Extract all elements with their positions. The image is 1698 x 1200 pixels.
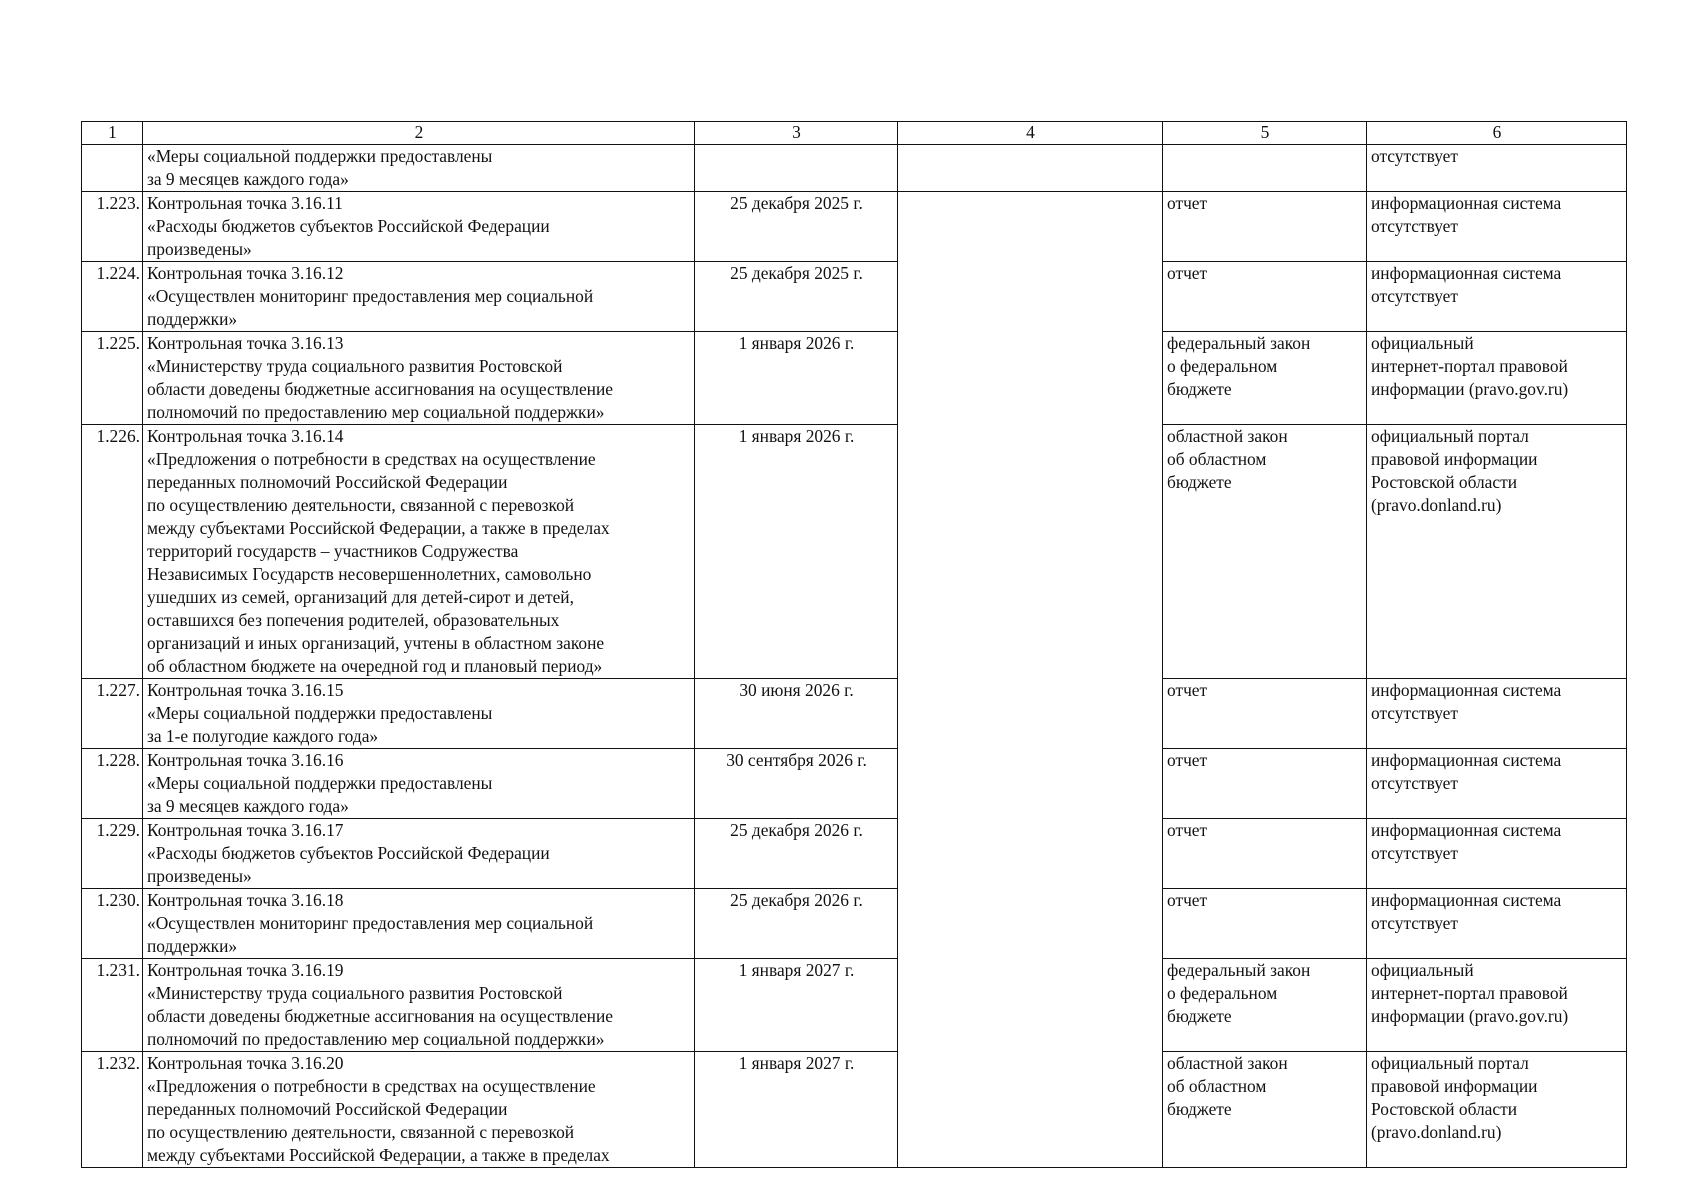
column-header-6: 6 <box>1367 122 1627 145</box>
row-information-source-line: правовой информации <box>1371 1076 1538 1096</box>
row-information-source-line: информации (pravo.gov.ru) <box>1371 1006 1569 1026</box>
row-document-type-line: бюджете <box>1167 1099 1232 1119</box>
row-document-type <box>1163 889 1367 959</box>
row-information-source-line: отсутствует <box>1371 913 1458 933</box>
row-date: 25 декабря 2026 г. <box>695 819 898 889</box>
row-document-type-line: областной закон <box>1167 1053 1288 1073</box>
row-information-source-line: правовой информации <box>1371 449 1538 469</box>
row-description-line: оставшихся без попечения родителей, образовательных <box>147 610 560 630</box>
row-description-line: за 9 месяцев каждого года» <box>147 796 349 816</box>
row-information-source-line: информационная система <box>1371 680 1562 700</box>
row-date: 1 января 2026 г. <box>695 332 898 425</box>
row-description-line: области доведены бюджетные ассигнования на осуществление <box>147 379 614 399</box>
row-description-line: поддержки» <box>147 936 238 956</box>
table-row <box>82 332 1627 425</box>
header-row <box>82 122 1627 145</box>
row-date: 25 декабря 2026 г. <box>695 889 898 959</box>
row-number: 1.225. <box>82 332 143 425</box>
row-document-type-line: о федеральном <box>1167 983 1278 1003</box>
row-information-source-line: официальный <box>1371 333 1474 353</box>
row-description <box>143 425 695 679</box>
row-document-type-line: о федеральном <box>1167 356 1278 376</box>
row-description-line: «Меры социальной поддержки предоставлены <box>147 773 493 793</box>
row-information-source-line: отсутствует <box>1371 703 1458 723</box>
row-document-type-line: отчет <box>1167 820 1208 840</box>
row-number: 1.223. <box>82 192 143 262</box>
table-row <box>82 749 1627 819</box>
row-description-line: «Министерству труда социального развития Ростовской <box>147 356 563 376</box>
row-description-line: полномочий по предоставлению мер социальной поддержки» <box>147 1029 605 1049</box>
row-document-type-line: отчет <box>1167 750 1208 770</box>
row-information-source <box>1367 262 1627 332</box>
row-description <box>143 749 695 819</box>
row-description-line: между субъектами Российской Федерации, а также в пределах <box>147 1145 610 1165</box>
row-document-type <box>1163 819 1367 889</box>
column-header-4: 4 <box>898 122 1163 145</box>
row-information-source-line: официальный портал <box>1371 426 1529 446</box>
row-date: 30 июня 2026 г. <box>695 679 898 749</box>
table-row <box>82 262 1627 332</box>
row-number: 1.229. <box>82 819 143 889</box>
row-description-line: «Министерству труда социального развития Ростовской <box>147 983 563 1003</box>
row-number: 1.232. <box>82 1052 143 1168</box>
row-description-line: переданных полномочий Российской Федерации <box>147 472 508 492</box>
row-date: 1 января 2027 г. <box>695 959 898 1052</box>
row-information-source <box>1367 679 1627 749</box>
row-description <box>143 819 695 889</box>
row-description-line: переданных полномочий Российской Федерации <box>147 1099 508 1119</box>
row-description-line: территорий государств – участников Содружества <box>147 541 519 561</box>
row-description-line: «Предложения о потребности в средствах на осуществление <box>147 1076 596 1096</box>
row-number: 1.226. <box>82 425 143 679</box>
row-responsible-empty <box>898 145 1163 192</box>
row-description-line: Контрольная точка 3.16.18 <box>147 890 344 910</box>
row-description-line: за 1-е полугодие каждого года» <box>147 726 379 746</box>
row-description-line: Контрольная точка 3.16.13 <box>147 333 344 353</box>
row-document-type-line: об областном <box>1167 449 1267 469</box>
row-document-type-line: отчет <box>1167 193 1208 213</box>
row-description-line: произведены» <box>147 866 252 886</box>
row-information-source <box>1367 145 1627 192</box>
row-document-type-line: бюджете <box>1167 379 1232 399</box>
row-document-type-line: федеральный закон <box>1167 960 1311 980</box>
row-description-line: об областном бюджете на очередной год и плановый период» <box>147 656 603 676</box>
table-row <box>82 425 1627 679</box>
row-document-type-line: федеральный закон <box>1167 333 1311 353</box>
table-row <box>82 819 1627 889</box>
row-date: 30 сентября 2026 г. <box>695 749 898 819</box>
row-information-source <box>1367 332 1627 425</box>
table-row <box>82 1052 1627 1168</box>
row-information-source <box>1367 749 1627 819</box>
table-row <box>82 145 1627 192</box>
table-row <box>82 959 1627 1052</box>
row-information-source-line: отсутствует <box>1371 773 1458 793</box>
row-document-type <box>1163 192 1367 262</box>
row-date: 25 декабря 2025 г. <box>695 262 898 332</box>
table-header <box>82 122 1627 145</box>
row-description-line: за 9 месяцев каждого года» <box>147 169 349 189</box>
row-information-source-line: информационная система <box>1371 193 1562 213</box>
row-information-source-line: официальный портал <box>1371 1053 1529 1073</box>
row-information-source <box>1367 192 1627 262</box>
row-description-line: Контрольная точка 3.16.17 <box>147 820 344 840</box>
row-description-line: ушедших из семей, организаций для детей-сирот и детей, <box>147 587 574 607</box>
row-description <box>143 145 695 192</box>
row-information-source-line: Ростовской области <box>1371 472 1518 492</box>
row-information-source-line: Ростовской области <box>1371 1099 1518 1119</box>
row-information-source-line: информационная система <box>1371 263 1562 283</box>
row-description-line: Контрольная точка 3.16.14 <box>147 426 344 446</box>
row-information-source-line: интернет-портал правовой <box>1371 983 1568 1003</box>
row-information-source-line: информационная система <box>1371 750 1562 770</box>
row-description-line: «Меры социальной поддержки предоставлены <box>147 146 493 166</box>
row-number: 1.224. <box>82 262 143 332</box>
table-row <box>82 192 1627 262</box>
row-information-source-line: интернет-портал правовой <box>1371 356 1568 376</box>
row-description-line: организаций и иных организаций, учтены в областном законе <box>147 633 605 653</box>
table-row <box>82 889 1627 959</box>
row-document-type <box>1163 1052 1367 1168</box>
column-header-1: 1 <box>82 122 143 145</box>
row-date <box>695 145 898 192</box>
row-document-type-line: отчет <box>1167 680 1208 700</box>
row-information-source-line: (pravo.donland.ru) <box>1371 495 1502 515</box>
row-description-line: по осуществлению деятельности, связанной с перевозкой <box>147 1122 575 1142</box>
row-information-source <box>1367 1052 1627 1168</box>
row-information-source-line: отсутствует <box>1371 843 1458 863</box>
row-number: 1.230. <box>82 889 143 959</box>
row-document-type <box>1163 262 1367 332</box>
row-description-line: по осуществлению деятельности, связанной с перевозкой <box>147 495 575 515</box>
row-description <box>143 959 695 1052</box>
row-information-source-line: отсутствует <box>1371 216 1458 236</box>
row-description-line: Контрольная точка 3.16.19 <box>147 960 344 980</box>
row-document-type-line: отчет <box>1167 890 1208 910</box>
row-description-line: Контрольная точка 3.16.11 <box>147 193 343 213</box>
table-body <box>82 145 1627 1168</box>
row-description-line: Контрольная точка 3.16.16 <box>147 750 344 770</box>
row-description <box>143 679 695 749</box>
row-document-type <box>1163 959 1367 1052</box>
row-document-type-line: об областном <box>1167 1076 1267 1096</box>
row-information-source-line: информационная система <box>1371 820 1562 840</box>
row-number <box>82 145 143 192</box>
row-document-type <box>1163 679 1367 749</box>
row-date: 1 января 2026 г. <box>695 425 898 679</box>
row-description-line: произведены» <box>147 239 252 259</box>
row-description-line: полномочий по предоставлению мер социальной поддержки» <box>147 402 605 422</box>
row-date: 1 января 2027 г. <box>695 1052 898 1168</box>
row-information-source <box>1367 819 1627 889</box>
row-description <box>143 889 695 959</box>
row-description <box>143 332 695 425</box>
row-information-source <box>1367 889 1627 959</box>
row-document-type-line: бюджете <box>1167 472 1232 492</box>
row-number: 1.228. <box>82 749 143 819</box>
row-description-line: «Предложения о потребности в средствах на осуществление <box>147 449 596 469</box>
column-header-5: 5 <box>1163 122 1367 145</box>
merged-responsible-cell <box>898 192 1163 1168</box>
row-description-line: Контрольная точка 3.16.15 <box>147 680 344 700</box>
row-document-type-line: областной закон <box>1167 426 1288 446</box>
row-information-source-line: официальный <box>1371 960 1474 980</box>
row-description-line: области доведены бюджетные ассигнования на осуществление <box>147 1006 614 1026</box>
row-document-type <box>1163 425 1367 679</box>
row-information-source-line: информационная система <box>1371 890 1562 910</box>
row-description <box>143 1052 695 1168</box>
document-page <box>81 121 1626 1168</box>
row-description-line: «Осуществлен мониторинг предоставления мер социальной <box>147 913 594 933</box>
column-header-3: 3 <box>695 122 898 145</box>
control-points-table <box>81 121 1627 1168</box>
row-description-line: Независимых Государств несовершеннолетних, самовольно <box>147 564 592 584</box>
row-description <box>143 192 695 262</box>
row-description <box>143 262 695 332</box>
row-description-line: Контрольная точка 3.16.12 <box>147 263 344 283</box>
row-description-line: «Расходы бюджетов субъектов Российской Федерации <box>147 843 550 863</box>
row-document-type <box>1163 332 1367 425</box>
row-information-source-line: (pravo.donland.ru) <box>1371 1122 1502 1142</box>
row-description-line: «Меры социальной поддержки предоставлены <box>147 703 493 723</box>
row-information-source-line: информации (pravo.gov.ru) <box>1371 379 1569 399</box>
row-document-type <box>1163 145 1367 192</box>
row-information-source <box>1367 425 1627 679</box>
row-description-line: «Расходы бюджетов субъектов Российской Федерации <box>147 216 550 236</box>
row-document-type-line: бюджете <box>1167 1006 1232 1026</box>
row-information-source-line: отсутствует <box>1371 286 1458 306</box>
row-description-line: «Осуществлен мониторинг предоставления мер социальной <box>147 286 594 306</box>
column-header-2: 2 <box>143 122 695 145</box>
row-information-source-line: отсутствует <box>1371 146 1458 166</box>
row-date: 25 декабря 2025 г. <box>695 192 898 262</box>
row-document-type <box>1163 749 1367 819</box>
row-description-line: Контрольная точка 3.16.20 <box>147 1053 344 1073</box>
row-number: 1.231. <box>82 959 143 1052</box>
row-description-line: между субъектами Российской Федерации, а также в пределах <box>147 518 610 538</box>
row-number: 1.227. <box>82 679 143 749</box>
row-document-type-line: отчет <box>1167 263 1208 283</box>
row-description-line: поддержки» <box>147 309 238 329</box>
table-row <box>82 679 1627 749</box>
row-information-source <box>1367 959 1627 1052</box>
